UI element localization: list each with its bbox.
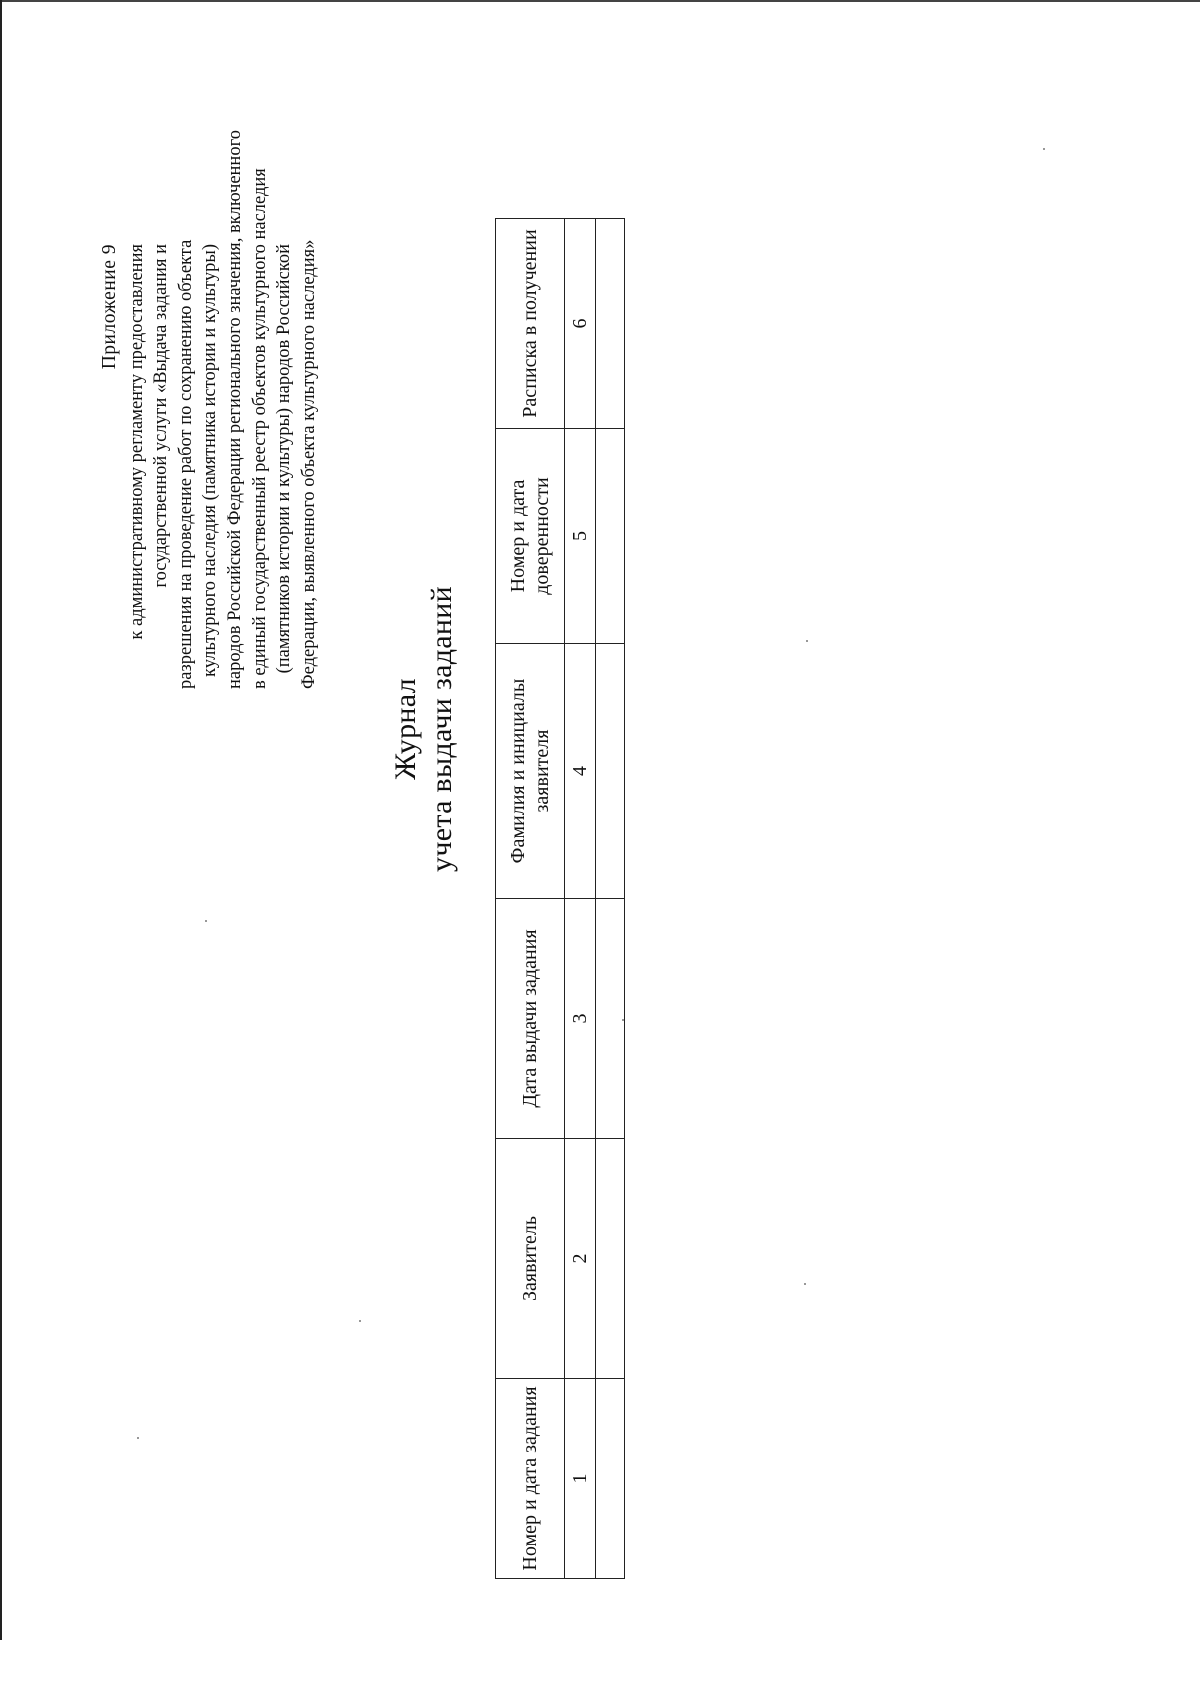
table-number-row [565,219,596,1579]
column-number: 6 [565,219,596,429]
journal-table [495,218,625,1579]
table-cell [596,1379,625,1579]
column-number: 3 [565,899,596,1139]
appendix-line: (памятников истории и культуры) народов Российской [274,244,295,674]
document-heading [388,379,460,1079]
appendix-line: государственной услуги «Выдача задания и [151,244,172,588]
heading-title: Журнал [389,678,422,780]
appendix-line: Федерации, выявленного объекта культурного наследия» [298,239,319,689]
appendix-line: в единый государственный реестр объектов культурного наследия [249,168,270,689]
column-header: Дата выдачи задания [496,899,565,1139]
table-cell [596,899,625,1139]
column-number: 5 [565,429,596,644]
column-number: 4 [565,644,596,899]
column-header: Расписка в получении [496,219,565,429]
appendix-line: разрешения на проведение работ по сохранению объекта [175,239,196,689]
column-header: Номер и дата задания [496,1379,565,1579]
table-header-row [496,219,565,1579]
heading-subtitle: учета выдачи заданий [425,586,458,872]
column-number: 2 [565,1139,596,1379]
table-cell [596,1139,625,1379]
appendix-line: к административному регламенту предоставления [126,244,147,640]
column-header: Заявитель [496,1139,565,1379]
column-header: Номер и дата доверенности [496,429,565,644]
column-number: 1 [565,1379,596,1579]
table-row [596,219,625,1579]
appendix-header [98,130,321,689]
appendix-title: Приложение 9 [99,244,120,370]
table-cell [596,644,625,899]
appendix-line: народов Российской Федерации регионального значения, включенного [224,130,245,689]
table-cell [596,219,625,429]
table-cell [596,429,625,644]
appendix-line: культурного наследия (памятника истории и культуры) [200,244,221,677]
column-header: Фамилия и инициалы заявителя [496,644,565,899]
